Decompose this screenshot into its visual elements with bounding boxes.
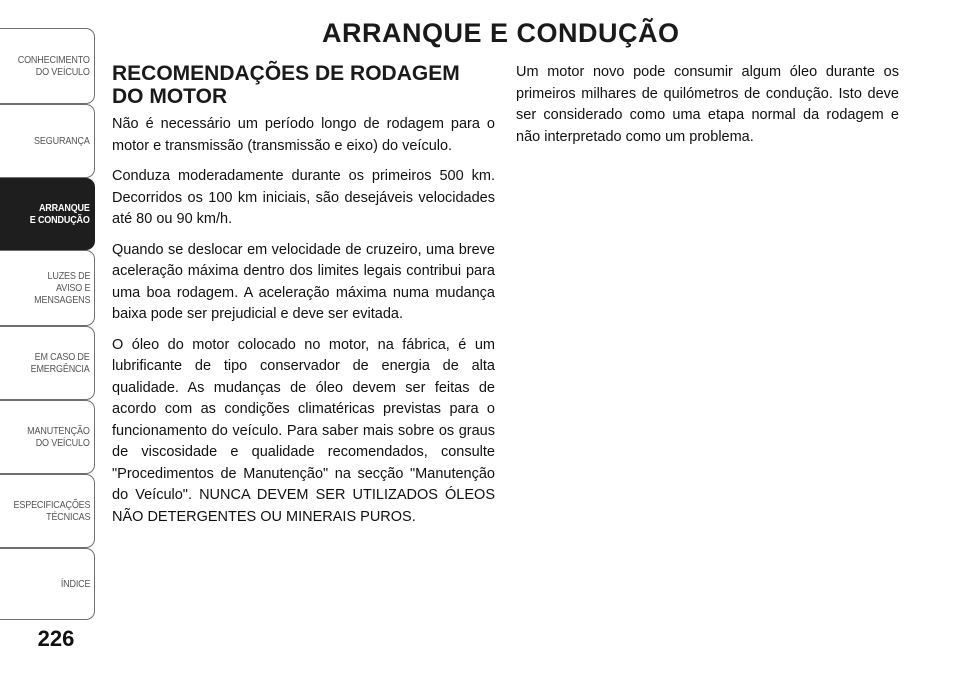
tab-especificacoes-tecnicas[interactable] (0, 474, 95, 548)
tab-label: ARRANQUE E CONDUÇÃO (30, 202, 90, 226)
tab-em-caso-de-emergencia[interactable] (0, 326, 95, 400)
page-title: ARRANQUE E CONDUÇÃO (322, 18, 680, 48)
tab-label: SEGURANÇA (34, 135, 90, 147)
tab-indice[interactable] (0, 548, 95, 620)
left-column (112, 62, 495, 537)
tab-arranque-e-conducao[interactable] (0, 178, 95, 250)
tab-conhecimento-do-veiculo[interactable] (0, 28, 95, 104)
section-heading: RECOMENDAÇÕES DE RODAGEM DO MOTOR (112, 62, 460, 108)
tab-luzes-de-aviso-e-mensagens[interactable] (0, 250, 95, 326)
tab-label: ESPECIFICAÇÕES TÉCNICAS (13, 499, 90, 523)
right-column (516, 62, 899, 157)
tab-label: EM CASO DE EMERGÊNCIA (31, 351, 90, 375)
paragraph: Não é necessário um período longo de rodagem para o motor e transmissão (transmissão e eixo) do veículo. (112, 116, 495, 154)
tab-label: CONHECIMENTO DO VEÍCULO (17, 54, 90, 78)
chapter-tabs (0, 0, 96, 678)
tab-manutencao-do-veiculo[interactable] (0, 400, 95, 474)
tab-label: MANUTENÇÃO DO VEÍCULO (27, 425, 90, 449)
paragraph: Quando se deslocar em velocidade de cruzeiro, uma breve aceleração máxima dentro dos limites legais contribui para uma boa rodagem. A aceleração máxima numa mudança baixa pode ser prejudicial e deve ser evitada. (112, 241, 495, 322)
tab-label: ÍNDICE (60, 578, 90, 590)
tab-seguranca[interactable] (0, 104, 95, 178)
page-number: 226 (37, 626, 75, 651)
paragraph: O óleo do motor colocado no motor, na fábrica, é um lubrificante de tipo conservador de energia de alta qualidade. As mudanças de óleo devem ser feitas de acordo com as condições climatéricas previstas para o funcionamento do veículo. Para saber mais sobre os graus de viscosidade e qualidade recomendados, consulte "Procedimentos de Manutenção" na secção "Manutenção do Veículo". NUNCA DEVEM SER UTILIZADOS ÓLEOS NÃO DETERGENTES OU MINERAIS PUROS. (112, 336, 495, 525)
tab-label: LUZES DE AVISO E MENSAGENS (33, 270, 90, 306)
paragraph: Um motor novo pode consumir algum óleo durante os primeiros milhares de quilómetros de condução. Isto deve ser considerado como uma etapa normal da rodagem e não interpretado como um problema. (516, 64, 899, 145)
paragraph: Conduza moderadamente durante os primeiros 500 km. Decorridos os 100 km iniciais, são desejáveis velocidades até 80 ou 90 km/h. (112, 168, 495, 227)
